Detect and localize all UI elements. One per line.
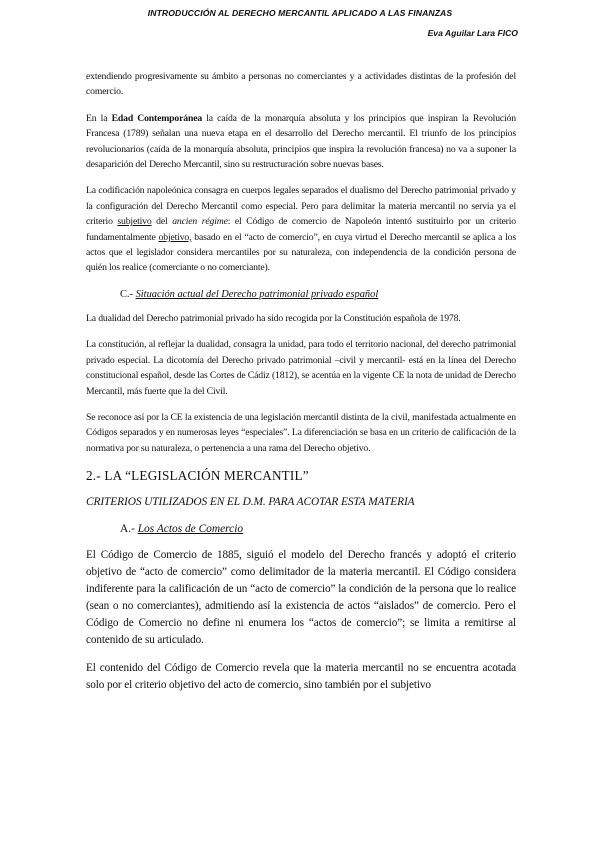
- italic-term: ancien régime: [172, 216, 228, 228]
- section-c-heading: C.- Situación actual del Derecho patrimonial privado español: [120, 288, 379, 300]
- paragraph-contenido-codigo: El contenido del Código de Comercio revela que la materia mercantil no se encuentra acotada solo por el criterio objetivo del acto de comercio, sino también por el subjetivo: [86, 662, 516, 692]
- paragraph-constitucion: La constitución, al reflejar la dualidad, consagra la unidad, para todo el territorio nacional, del derecho patrimonial privado especial. La dicotomía del Derecho privado patrimonial –civil y mercantil- está en la línea del Derecho constitucional español, desde las Cortes de Cádiz (1812), se acentúa en la vigente CE la nota de unidad de Derecho Mercantil, más fuerte que la del Civil.: [86, 339, 516, 397]
- heading-criterios: CRITERIOS UTILIZADOS EN EL D.M. PARA ACOTAR ESTA MATERIA: [86, 496, 415, 509]
- page-body: [86, 69, 516, 694]
- paragraph-1: extendiendo progresivamente su ámbito a personas no comerciantes y a actividades distintas de la profesión del comercio.: [86, 71, 516, 98]
- paragraph-edad-contemporanea: En la Edad Contemporánea la caída de la monarquía absoluta y los principios que inspiran la Revolución Francesa (1789) señalan una nueva etapa en el desarrollo del Derecho mercantil. El triunfo de los principios revolucionarios (caída de la monarquía absoluta, principios que inspira la revolución francesa) no va a suponer la desaparición del Derecho Mercantil, sino su restructuración sobre nuevas bases.: [86, 112, 516, 171]
- bold-term: Edad Contemporánea: [111, 112, 203, 124]
- paragraph-dualidad: La dualidad del Derecho patrimonial privado ha sido recogida por la Constitución española de 1978.: [86, 312, 461, 324]
- author-line: Eva Aguilar Lara FICO: [427, 28, 518, 38]
- running-header: INTRODUCCIÓN AL DERECHO MERCANTIL APLICADO A LAS FINANZAS: [147, 8, 453, 18]
- paragraph-codigo-1885: El Código de Comercio de 1885, siguió el modelo del Derecho francés y adoptó el criterio objetivo de “acto de comercio” como delimitador de la materia mercantil. El Código considera indiferente para la calificación de un “acto de comercio” la condición de la persona que lo realice (sean o no comerciantes), admitiendo así la existencia de actos “aislados” de comercio. Pero el Código de Comercio no define ni enumera los “actos de comercio”; se limita a remitirse al contenido de su articulado.: [86, 549, 516, 647]
- heading-legislacion-mercantil: 2.- LA “LEGISLACIÓN MERCANTIL”: [86, 468, 309, 484]
- section-c-title: Situación actual del Derecho patrimonial privado español: [135, 288, 379, 300]
- paragraph-reconocimiento: Se reconoce así por la CE la existencia de una legislación mercantil distinta de la civil, manifestada actualmente en Códigos separados y en numerosas leyes “especiales”. La diferenciación se basa en un criterio de calificación de la normativa por su naturaleza, o pertenencia a una rama del Derecho objetivo.: [86, 411, 516, 454]
- section-a-heading: A.- Los Actos de Comercio: [120, 523, 244, 536]
- paragraph-codificacion: La codificación napoleónica consagra en cuerpos legales separados el dualismo del Derecho patrimonial privado y la configuración del Derecho Mercantil como especial. Pero para delimitar la materia mercantil no servía ya el criterio subjetivo del ancien régime: el Código de comercio de Napoleón intentó sustituirlo por un criterio fundamentalmente objetivo, basado en el “acto de comercio”, en cuya virtud el Derecho mercantil se aplica a los actos que el legislador considera mercantiles por su naturaleza, con independencia de la condición persona de quién los realice (comerciante o no comerciante).: [86, 185, 516, 274]
- section-a-title: Los Actos de Comercio: [137, 523, 244, 536]
- underlined-term: subjetivo: [117, 216, 152, 228]
- underlined-term: objetivo,: [158, 231, 192, 243]
